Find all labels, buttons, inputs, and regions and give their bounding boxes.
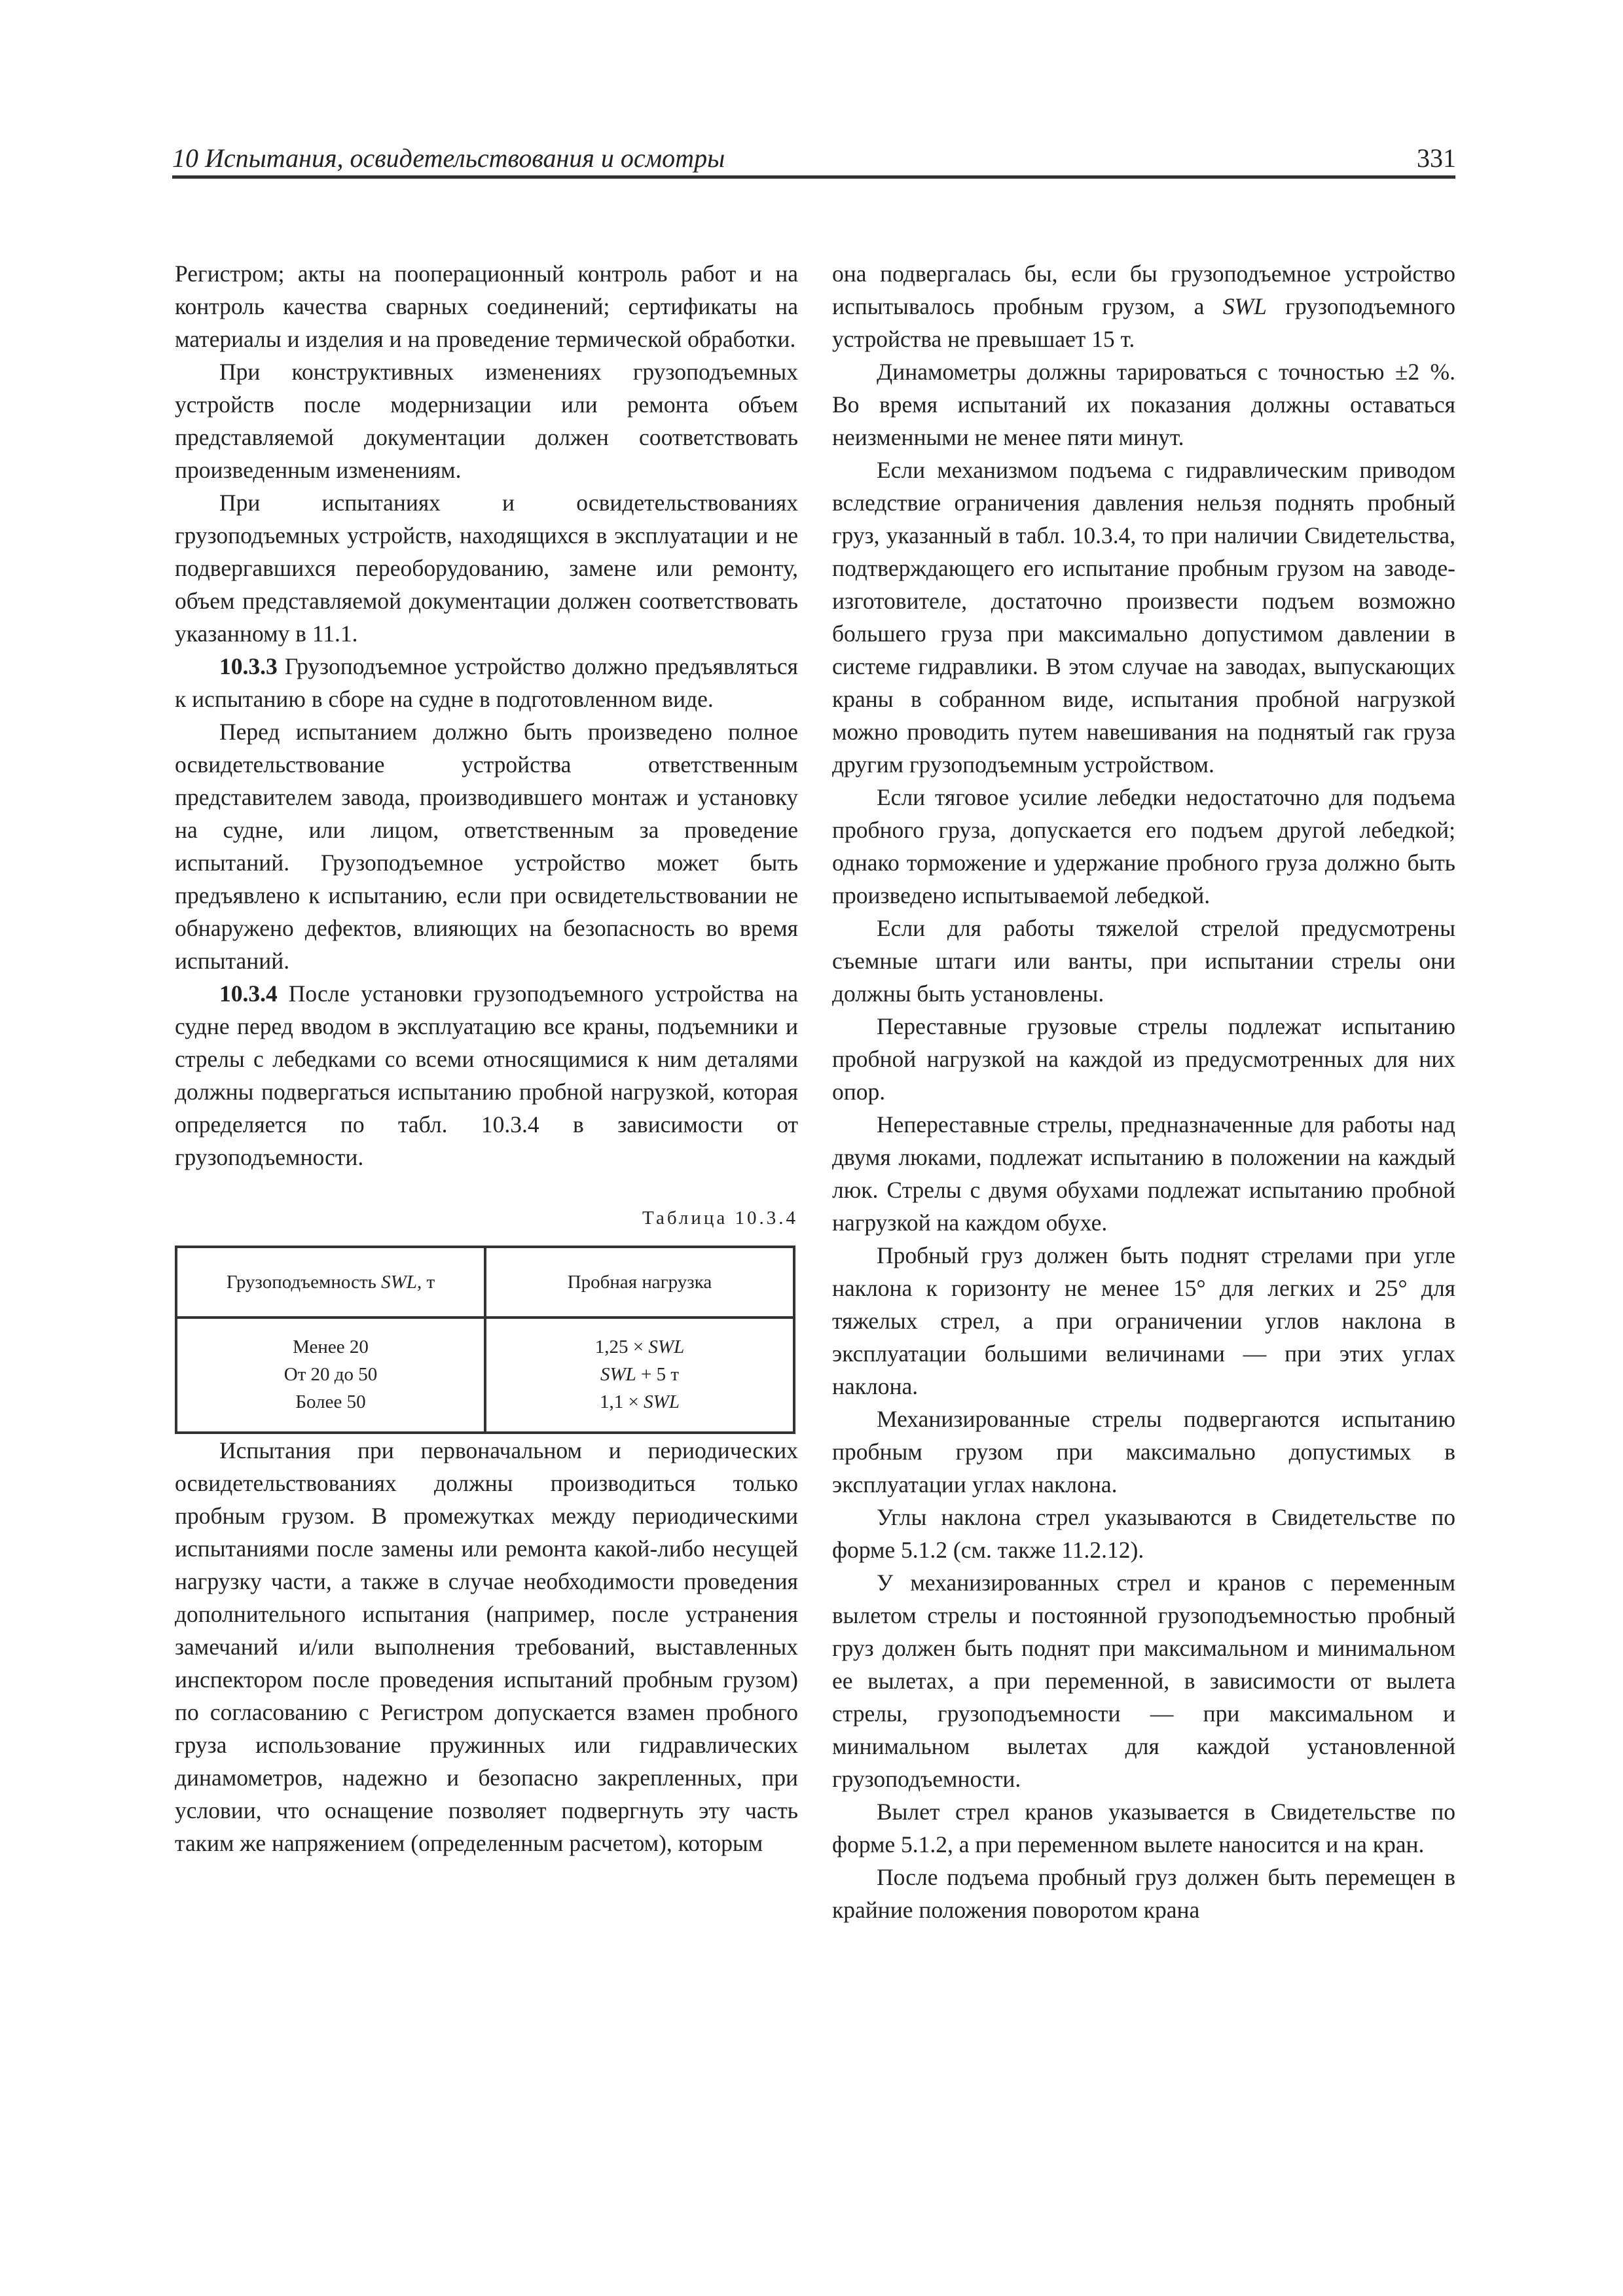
capacity-value: Более 50 [295,1391,366,1412]
paragraph: Динамометры должны тарироваться с точностью ±2 %. Во время испытаний их показания должны оставаться неизменными не менее пяти минут. [832,359,1455,450]
test-load-table [175,1246,795,1434]
table-header-capacity [176,1247,485,1318]
paragraph: Если для работы тяжелой стрелой предусмотрены съемные штаги или ванты, при испытании стрелы они должны быть установлены. [832,915,1455,1007]
right-column [832,257,1455,1926]
section-number: 10.3.4 [219,980,278,1007]
test-load-value: 1,25 × SWL [594,1336,685,1357]
paragraph-text: Грузоподъемное устройство должно предъявляться к испытанию в сборе на судне в подготовленном виде. [175,653,798,712]
header-text: Грузоподъемность [226,1272,382,1293]
header-rule [172,175,1455,179]
paragraph [175,650,798,715]
paragraph: При испытаниях и освидетельствованиях грузоподъемных устройств, находящихся в эксплуатации и не подвергавшихся переоборудованию, замене или ремонту, объем представляемой документации должен соответствовать указанному в 11.1. [175,490,798,647]
running-header-title: 10 Испытания, освидетельствования и осмотры [172,143,725,173]
capacity-value: От 20 до 50 [283,1364,378,1385]
paragraph: Пробный груз должен быть поднят стрелами при угле наклона к горизонту не менее 15° для легких и 25° для тяжелых стрел, а при ограничении углов наклона в эксплуатации большими величинами — при этих углах наклона. [832,1242,1455,1399]
table-header-test-load: Пробная нагрузка [485,1247,794,1318]
paragraph: Регистром; акты на пооперационный контроль работ и на контроль качества сварных соединений; сертификаты на материалы и изделия и на проведение термической обработки. [175,260,798,352]
capacity-value: Менее 20 [293,1336,369,1357]
capacity-cell [176,1318,485,1433]
paragraph: Вылет стрел кранов указывается в Свидетельстве по форме 5.1.2, а при переменном вылете наносится и на кран. [832,1799,1455,1857]
header-swl: SWL [381,1272,417,1293]
table-header-row [176,1247,794,1318]
paragraph: Непереставные стрелы, предназначенные для работы над двумя люками, подлежат испытанию в положении на каждый люк. Стрелы с двумя обухами подлежат испытанию пробной нагрузкой на каждом обухе. [832,1111,1455,1236]
test-load-value: SWL + 5 т [600,1364,680,1385]
table-row [176,1318,794,1433]
paragraph: Переставные грузовые стрелы подлежат испытанию пробной нагрузкой на каждой из предусмотренных для них опор. [832,1013,1455,1105]
paragraph: При конструктивных изменениях грузоподъемных устройств после модернизации или ремонта объем представляемой документации должен соответствовать произведенным изменениям. [175,359,798,483]
section-number: 10.3.3 [219,653,278,679]
table-caption: Таблица 10.3.4 [642,1208,798,1229]
paragraph: Механизированные стрелы подвергаются испытанию пробным грузом при максимально допустимых в эксплуатации углах наклона. [832,1406,1455,1498]
paragraph-text: После установки грузоподъемного устройства на судне перед вводом в эксплуатацию все краны, подъемники и стрелы с лебедками со всеми относящимися к ним деталями должны подвергаться испытанию пробной нагрузкой, которая определяется по табл. 10.3.4 в зависимости от грузоподъемности. [175,980,798,1170]
test-load-value: 1,1 × SWL [600,1391,680,1412]
left-column [175,257,798,1859]
paragraph: После подъема пробный груз должен быть перемещен в крайние положения поворотом крана [832,1864,1455,1923]
paragraph: Перед испытанием должно быть произведено полное освидетельствование устройства ответственным представителем завода, производившего монтаж и установку на судне, или лицом, ответственным за проведение испытаний. Грузоподъемное устройство может быть предъявлено к испытанию, если при освидетельствовании не обнаружено дефектов, влияющих на безопасность во время испытаний. [175,719,798,974]
swl-term: SWL [1222,293,1267,319]
paragraph: Углы наклона стрел указываются в Свидетельстве по форме 5.1.2 (см. также 11.2.12). [832,1504,1455,1563]
paragraph: Если механизмом подъема с гидравлическим приводом вследствие ограничения давления нельзя поднять пробный груз, указанный в табл. 10.3.4, то при наличии Свидетельства, подтверждающего его испытание пробным грузом на заводе-изготовителе, достаточно произвести подъем возможно большего груза при максимально допустимом давлении в системе гидравлики. В этом случае на заводах, выпускающих краны в собранном виде, испытания пробной нагрузкой можно проводить путем навешивания на поднятый гак груза другим грузоподъемным устройством. [832,457,1455,778]
paragraph: Если тяговое усилие лебедки недостаточно для подъема пробного груза, допускается его подъем другой лебедкой; однако торможение и удержание пробного груза должно быть произведено испытываемой лебедкой. [832,784,1455,908]
paragraph [175,977,798,1174]
page-number: 331 [1417,143,1456,173]
paragraph: У механизированных стрел и кранов с переменным вылетом стрелы и постоянной грузоподъемностью пробный груз должен быть поднят при максимальном и минимальном ее вылетах, а при переменной, в зависимости от вылета стрелы, грузоподъемности — при максимальном и минимальном вылетах для каждой установленной грузоподъемности. [832,1570,1455,1792]
paragraph: она подвергалась бы, если бы грузоподъемное устройство испытывалось пробным грузом, а SWL грузоподъемного устройства не превышает 15 т. [832,260,1455,352]
test-load-cell [485,1318,794,1433]
header-unit: , т [416,1272,435,1293]
paragraph: Испытания при первоначальном и периодических освидетельствованиях должны производиться только пробным грузом. В промежутках между периодическими испытаниями после замены или ремонта какой-либо несущей нагрузку части, а также в случае необходимости проведения дополнительного испытания (например, после устранения замечаний и/или выполнения требований, выставленных инспектором после проведения испытаний пробным грузом) по согласованию с Регистром допускается взамен пробного груза использование пружинных или гидравлических динамометров, надежно и безопасно закрепленных, при условии, что оснащение позволяет подвергнуть эту часть таким же напряжением (определенным расчетом), которым [175,1437,798,1856]
